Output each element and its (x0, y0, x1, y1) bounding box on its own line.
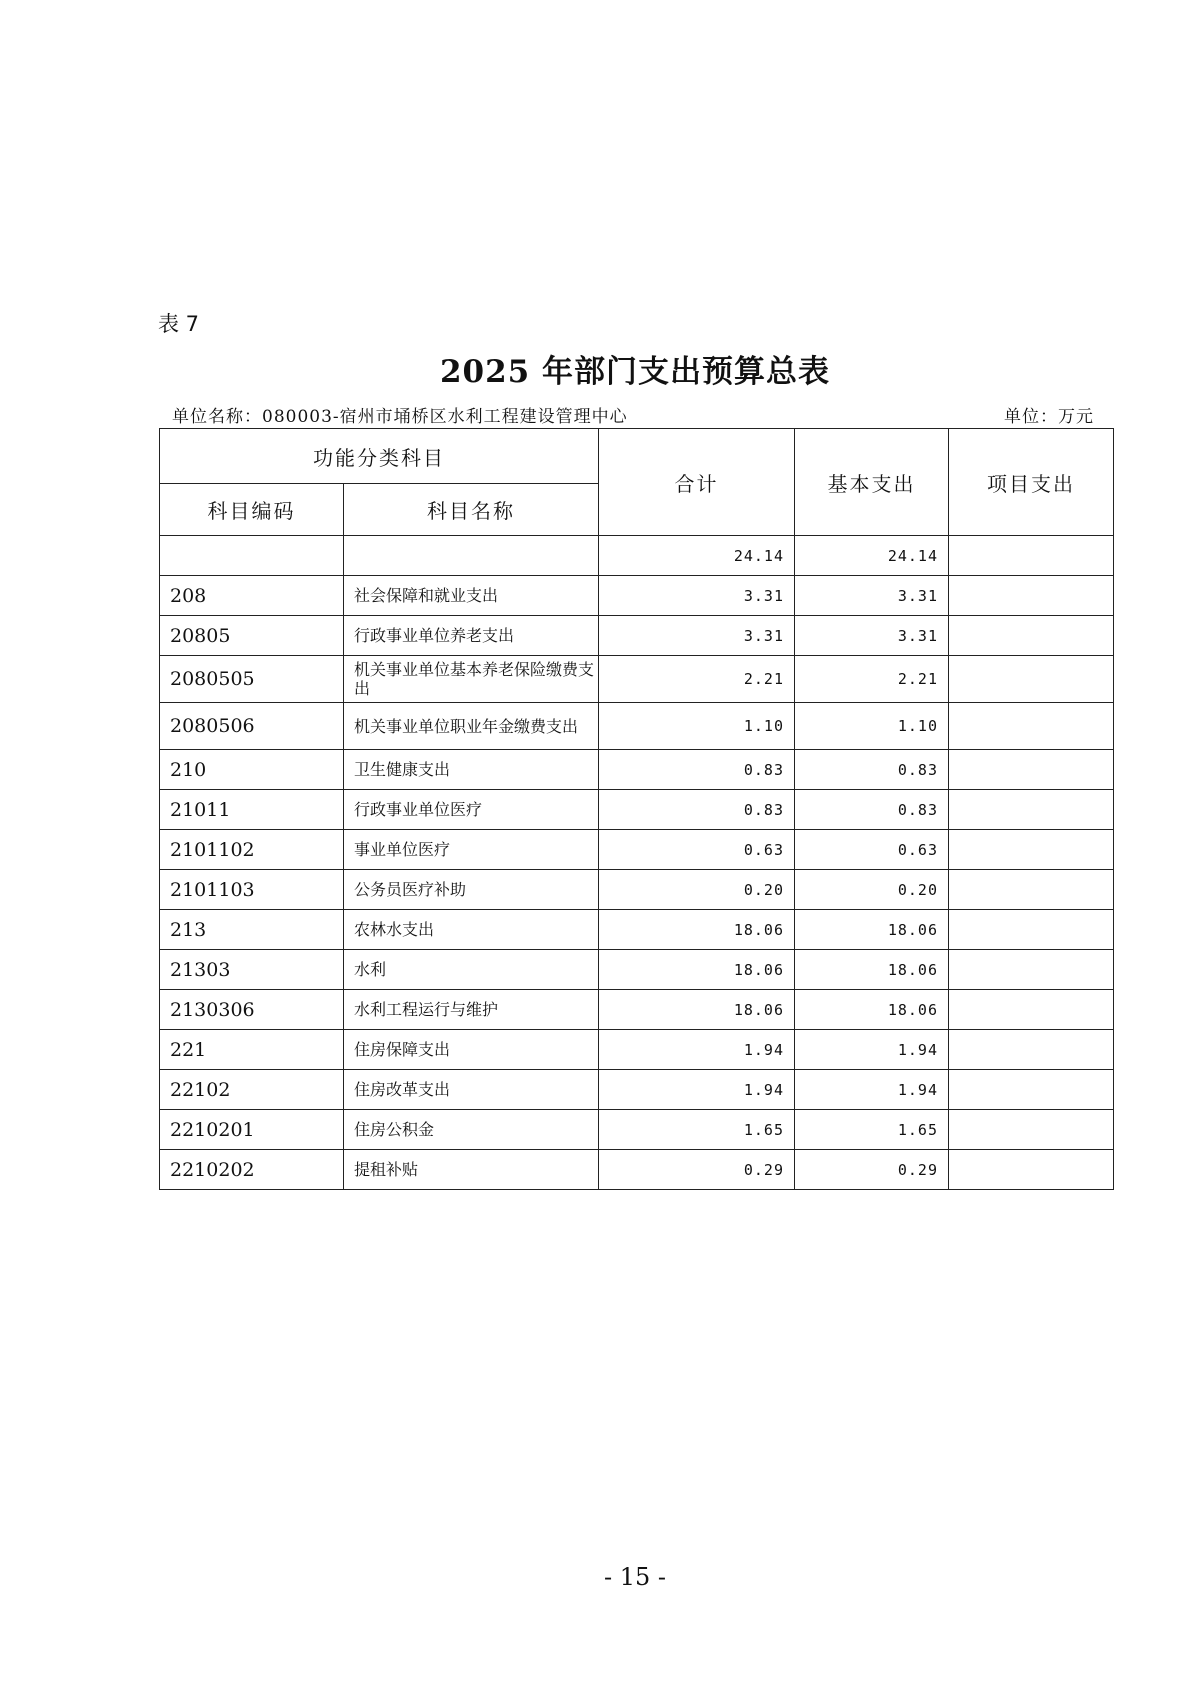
row-project (949, 870, 1114, 910)
row-basic: 18.06 (795, 990, 949, 1030)
header-name: 科目名称 (344, 484, 599, 536)
row-project (949, 790, 1114, 830)
table-row (160, 790, 1114, 830)
summary-name (344, 536, 599, 576)
row-basic: 0.20 (795, 870, 949, 910)
budget-table (159, 428, 1114, 1190)
table-row (160, 1150, 1114, 1190)
row-name: 住房保障支出 (344, 1030, 599, 1070)
summary-code (160, 536, 344, 576)
row-code: 2101103 (160, 870, 344, 910)
row-name: 机关事业单位基本养老保险缴费支出 (344, 656, 599, 703)
row-project (949, 950, 1114, 990)
header-functional-category: 功能分类科目 (160, 429, 599, 484)
row-code: 210 (160, 750, 344, 790)
row-basic: 1.94 (795, 1070, 949, 1110)
page-number: - 15 - (603, 1563, 666, 1591)
row-code: 2210202 (160, 1150, 344, 1190)
row-name: 行政事业单位医疗 (344, 790, 599, 830)
row-basic: 1.65 (795, 1110, 949, 1150)
row-project (949, 830, 1114, 870)
row-total: 1.94 (599, 1070, 795, 1110)
table-row (160, 656, 1114, 703)
row-total: 1.65 (599, 1110, 795, 1150)
row-total: 0.29 (599, 1150, 795, 1190)
row-code: 2101102 (160, 830, 344, 870)
row-total: 18.06 (599, 910, 795, 950)
row-project (949, 1110, 1114, 1150)
row-name: 事业单位医疗 (344, 830, 599, 870)
row-project (949, 750, 1114, 790)
summary-total: 24.14 (599, 536, 795, 576)
row-code: 2080506 (160, 703, 344, 750)
row-project (949, 1070, 1114, 1110)
header-project: 项目支出 (949, 429, 1114, 536)
summary-basic: 24.14 (795, 536, 949, 576)
row-total: 18.06 (599, 990, 795, 1030)
table-row (160, 990, 1114, 1030)
table-row (160, 910, 1114, 950)
row-name: 水利工程运行与维护 (344, 990, 599, 1030)
row-total: 1.94 (599, 1030, 795, 1070)
table-row (160, 576, 1114, 616)
row-code: 20805 (160, 616, 344, 656)
row-project (949, 703, 1114, 750)
row-code: 221 (160, 1030, 344, 1070)
table-row (160, 1030, 1114, 1070)
row-project (949, 1150, 1114, 1190)
row-name: 住房公积金 (344, 1110, 599, 1150)
row-total: 0.63 (599, 830, 795, 870)
row-total: 3.31 (599, 576, 795, 616)
row-project (949, 576, 1114, 616)
row-code: 2210201 (160, 1110, 344, 1150)
row-project (949, 990, 1114, 1030)
row-name: 机关事业单位职业年金缴费支出 (344, 703, 599, 750)
row-project (949, 1030, 1114, 1070)
table-row (160, 830, 1114, 870)
row-project (949, 656, 1114, 703)
row-basic: 1.10 (795, 703, 949, 750)
row-basic: 0.29 (795, 1150, 949, 1190)
row-total: 3.31 (599, 616, 795, 656)
row-name: 卫生健康支出 (344, 750, 599, 790)
row-code: 2130306 (160, 990, 344, 1030)
table-row (160, 750, 1114, 790)
header-total: 合计 (599, 429, 795, 536)
row-basic: 0.63 (795, 830, 949, 870)
row-name: 社会保障和就业支出 (344, 576, 599, 616)
row-project (949, 910, 1114, 950)
row-basic: 0.83 (795, 750, 949, 790)
row-total: 0.20 (599, 870, 795, 910)
summary-row (160, 536, 1114, 576)
header-code: 科目编码 (160, 484, 344, 536)
table-row (160, 1070, 1114, 1110)
row-name: 提租补贴 (344, 1150, 599, 1190)
row-basic: 3.31 (795, 576, 949, 616)
table-row (160, 1110, 1114, 1150)
row-code: 21011 (160, 790, 344, 830)
row-basic: 0.83 (795, 790, 949, 830)
row-total: 0.83 (599, 790, 795, 830)
unit-name: 单位名称：080003-宿州市埇桥区水利工程建设管理中心 (172, 407, 628, 427)
row-name: 水利 (344, 950, 599, 990)
row-name: 农林水支出 (344, 910, 599, 950)
row-total: 1.10 (599, 703, 795, 750)
row-name: 公务员医疗补助 (344, 870, 599, 910)
row-total: 2.21 (599, 656, 795, 703)
row-basic: 1.94 (795, 1030, 949, 1070)
table-row (160, 703, 1114, 750)
row-name: 住房改革支出 (344, 1070, 599, 1110)
row-code: 2080505 (160, 656, 344, 703)
row-total: 18.06 (599, 950, 795, 990)
row-basic: 2.21 (795, 656, 949, 703)
summary-project (949, 536, 1114, 576)
table-label: 表 7 (158, 312, 200, 336)
row-code: 22102 (160, 1070, 344, 1110)
row-name: 行政事业单位养老支出 (344, 616, 599, 656)
row-project (949, 616, 1114, 656)
unit-label: 单位：万元 (1004, 407, 1094, 427)
table-row (160, 870, 1114, 910)
table-row (160, 616, 1114, 656)
row-total: 0.83 (599, 750, 795, 790)
row-basic: 18.06 (795, 950, 949, 990)
header-basic: 基本支出 (795, 429, 949, 536)
row-basic: 3.31 (795, 616, 949, 656)
table-row (160, 950, 1114, 990)
row-basic: 18.06 (795, 910, 949, 950)
row-code: 213 (160, 910, 344, 950)
row-code: 208 (160, 576, 344, 616)
page-title: 2025 年部门支出预算总表 (439, 354, 831, 390)
row-code: 21303 (160, 950, 344, 990)
